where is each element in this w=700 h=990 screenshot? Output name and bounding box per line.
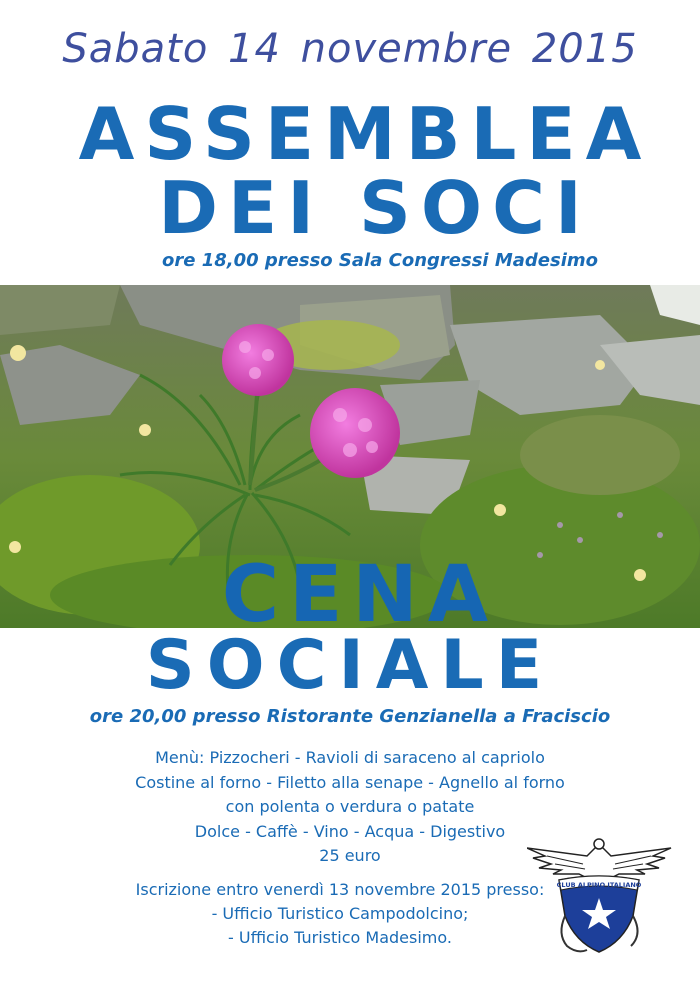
registration-line: - Ufficio Turistico Madesimo. — [228, 928, 452, 947]
menu-price: 25 euro — [319, 846, 381, 865]
registration-line: - Ufficio Turistico Campodolcino; — [211, 904, 469, 923]
cai-logo-icon — [527, 834, 672, 959]
registration-line: Iscrizione entro venerdì 13 novembre 2015 presso: — [135, 880, 545, 899]
menu-line: Costine al forno - Filetto alla senape - Agnello al forno — [135, 772, 565, 792]
menu-line: con polenta o verdura o patate — [225, 797, 475, 816]
logo-text: CLUB ALPINO ITALIANO — [556, 881, 642, 889]
assembly-title-line1: ASSEMBLEA — [78, 92, 652, 176]
menu-line: Menù: Pizzocheri - Ravioli di saraceno al capriolo — [155, 748, 545, 767]
event-date: Sabato 14 novembre 2015 — [62, 26, 638, 72]
assembly-title-line2: DEI SOCI — [158, 166, 592, 250]
registration-info — [120, 878, 560, 950]
dinner-details: ore 20,00 presso Ristorante Genzianella a Fraciscio — [89, 706, 611, 727]
dinner-title-line1: CENA — [221, 550, 499, 640]
assembly-details: ore 18,00 presso Sala Congressi Madesimo — [161, 250, 599, 271]
dinner-title-line2: SOCIALE — [145, 626, 555, 705]
menu-line: Dolce - Caffè - Vino - Acqua - Digestivo — [194, 821, 506, 841]
